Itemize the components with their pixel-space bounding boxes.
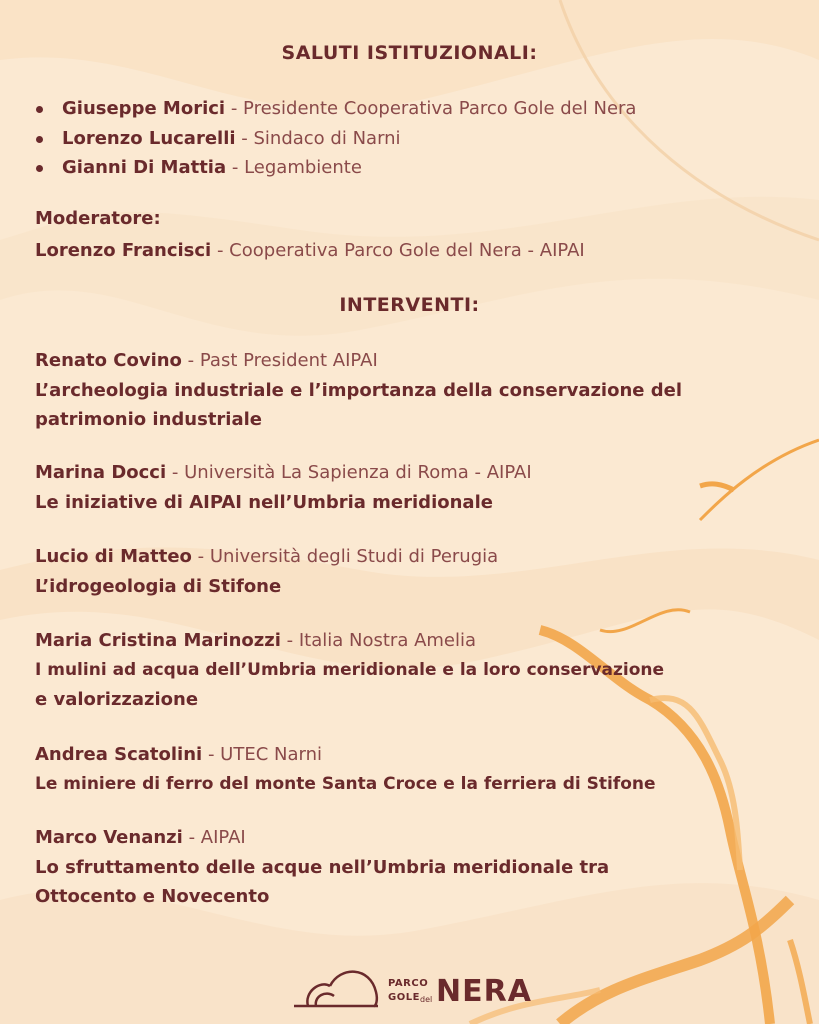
logo-nera: NERA: [436, 974, 532, 1009]
talk-title: e valorizzazione: [35, 689, 199, 710]
speaker-name: Marina Docci: [35, 462, 167, 483]
saluti-item: [62, 157, 362, 178]
talk-title: L’idrogeologia di Stifone: [35, 576, 282, 597]
speaker-role: - Legambiente: [231, 157, 362, 178]
bullet-icon: [36, 165, 43, 172]
bullet-icon: [36, 106, 43, 113]
talk-title: Ottocento e Novecento: [35, 886, 270, 907]
speaker-line: [35, 546, 498, 567]
speaker-role: - Presidente Cooperativa Parco Gole del Nera: [230, 98, 637, 119]
logo-parco: PARCO: [388, 978, 429, 989]
parco-gole-del-nera-logo: [290, 962, 535, 1012]
interventi-heading: INTERVENTI:: [339, 294, 480, 316]
speaker-role: - Università degli Studi di Perugia: [197, 546, 499, 567]
speaker-name: Maria Cristina Marinozzi: [35, 630, 281, 651]
speaker-line: [35, 462, 532, 483]
speaker-name: Renato Covino: [35, 350, 182, 371]
moderator-role: - Cooperativa Parco Gole del Nera - AIPAI: [216, 240, 585, 261]
speaker-name: Lorenzo Lucarelli: [62, 128, 236, 149]
talk-title: patrimonio industriale: [35, 409, 262, 430]
moderator-name: Lorenzo Francisci: [35, 240, 212, 261]
talk-title: Le iniziative di AIPAI nell’Umbria meridionale: [35, 492, 493, 513]
saluti-item: [62, 98, 636, 119]
speaker-name: Lucio di Matteo: [35, 546, 192, 567]
speaker-line: [35, 630, 476, 651]
speaker-role: - AIPAI: [188, 827, 246, 848]
speaker-role: - Italia Nostra Amelia: [286, 630, 477, 651]
speaker-line: [35, 350, 378, 371]
logo-del: del: [420, 995, 433, 1004]
speaker-name: Giuseppe Morici: [62, 98, 226, 119]
speaker-line: [35, 827, 246, 848]
talk-title: Le miniere di ferro del monte Santa Croce e la ferriera di Stifone: [35, 774, 656, 794]
logo-mark-icon: [290, 962, 380, 1012]
speaker-role: - UTEC Narni: [207, 744, 322, 765]
moderator-label: Moderatore:: [35, 208, 161, 229]
speaker-name: Marco Venanzi: [35, 827, 183, 848]
talk-title: I mulini ad acqua dell’Umbria meridionale e la loro conservazione: [35, 660, 665, 680]
speaker-line: [35, 744, 322, 765]
bullet-icon: [36, 136, 43, 143]
talk-title: L’archeologia industriale e l’importanza della conservazione del: [35, 380, 683, 401]
moderator-line: [35, 240, 585, 261]
logo-gole: GOLE: [388, 992, 420, 1003]
speaker-name: Andrea Scatolini: [35, 744, 203, 765]
speaker-role: - Sindaco di Narni: [241, 128, 401, 149]
talk-title: Lo sfruttamento delle acque nell’Umbria meridionale tra: [35, 857, 610, 878]
speaker-role: - Università La Sapienza di Roma - AIPAI: [171, 462, 532, 483]
saluti-heading: SALUTI ISTITUZIONALI:: [281, 42, 538, 64]
speaker-role: - Past President AIPAI: [187, 350, 378, 371]
speaker-name: Gianni Di Mattia: [62, 157, 227, 178]
saluti-item: [62, 128, 401, 149]
